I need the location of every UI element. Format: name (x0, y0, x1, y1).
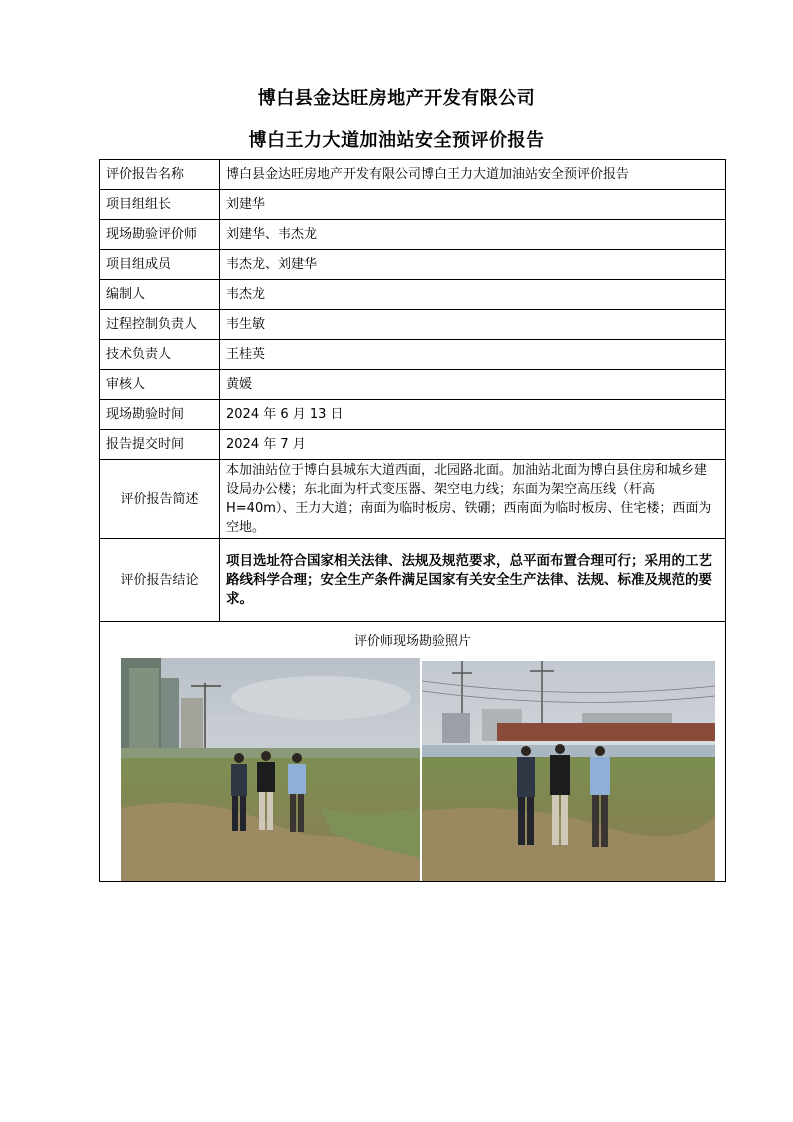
row-site-assessors (100, 220, 726, 250)
label-team-leader: 项目组组长 (100, 190, 220, 220)
site-photo-1-image (121, 658, 420, 881)
value-team-members: 韦杰龙、刘建华 (220, 250, 726, 280)
site-photo-1 (121, 658, 420, 881)
label-reviewer: 审核人 (100, 370, 220, 400)
row-process-control (100, 310, 726, 340)
row-compiler (100, 280, 726, 310)
label-technical-lead: 技术负责人 (100, 340, 220, 370)
label-summary: 评价报告简述 (100, 460, 220, 539)
value-summary: 本加油站位于博白县城东大道西面，北园路北面。加油站北面为博白县住房和城乡建设局办公楼；东北面为杆式变压器、架空电力线；东面为架空高压线（杆高H=40m）、王力大道；南面为临时板房、铁硼；西南面为临时板房、住宅楼；西面为空地。 (220, 460, 726, 539)
row-report-name (100, 160, 726, 190)
value-compiler: 韦杰龙 (220, 280, 726, 310)
value-site-date: 2024 年 6 月 13 日 (220, 400, 726, 430)
label-site-date: 现场勘验时间 (100, 400, 220, 430)
report-info-table (99, 159, 726, 882)
report-title: 博白王力大道加油站安全预评价报告 (248, 130, 545, 151)
label-team-members: 项目组成员 (100, 250, 220, 280)
value-conclusion: 项目选址符合国家相关法律、法规及规范要求，总平面布置合理可行；采用的工艺路线科学合理；安全生产条件满足国家有关安全生产法律、法规、标准及规范的要求。 (220, 539, 726, 622)
value-team-leader: 刘建华 (220, 190, 726, 220)
label-site-assessors: 现场勘验评价师 (100, 220, 220, 250)
row-team-members (100, 250, 726, 280)
value-submit-date: 2024 年 7 月 (220, 430, 726, 460)
photos-row (106, 651, 719, 881)
value-technical-lead: 王桂英 (220, 340, 726, 370)
value-report-name: 博白县金达旺房地产开发有限公司博白王力大道加油站安全预评价报告 (220, 160, 726, 190)
row-photos (100, 622, 726, 882)
site-photo-2 (422, 661, 715, 881)
row-site-date (100, 400, 726, 430)
row-submit-date (100, 430, 726, 460)
label-report-name: 评价报告名称 (100, 160, 220, 190)
photos-caption: 评价师现场勘验照片 (353, 634, 471, 649)
value-reviewer: 黄媛 (220, 370, 726, 400)
label-compiler: 编制人 (100, 280, 220, 310)
row-technical-lead (100, 340, 726, 370)
company-title: 博白县金达旺房地产开发有限公司 (257, 88, 536, 109)
row-summary (100, 460, 726, 539)
label-conclusion: 评价报告结论 (100, 539, 220, 622)
row-conclusion (100, 539, 726, 622)
row-reviewer (100, 370, 726, 400)
label-submit-date: 报告提交时间 (100, 430, 220, 460)
photos-cell (100, 622, 726, 882)
value-site-assessors: 刘建华、韦杰龙 (220, 220, 726, 250)
site-photo-2-image (422, 661, 715, 881)
row-team-leader (100, 190, 726, 220)
value-process-control: 韦生敏 (220, 310, 726, 340)
label-process-control: 过程控制负责人 (100, 310, 220, 340)
